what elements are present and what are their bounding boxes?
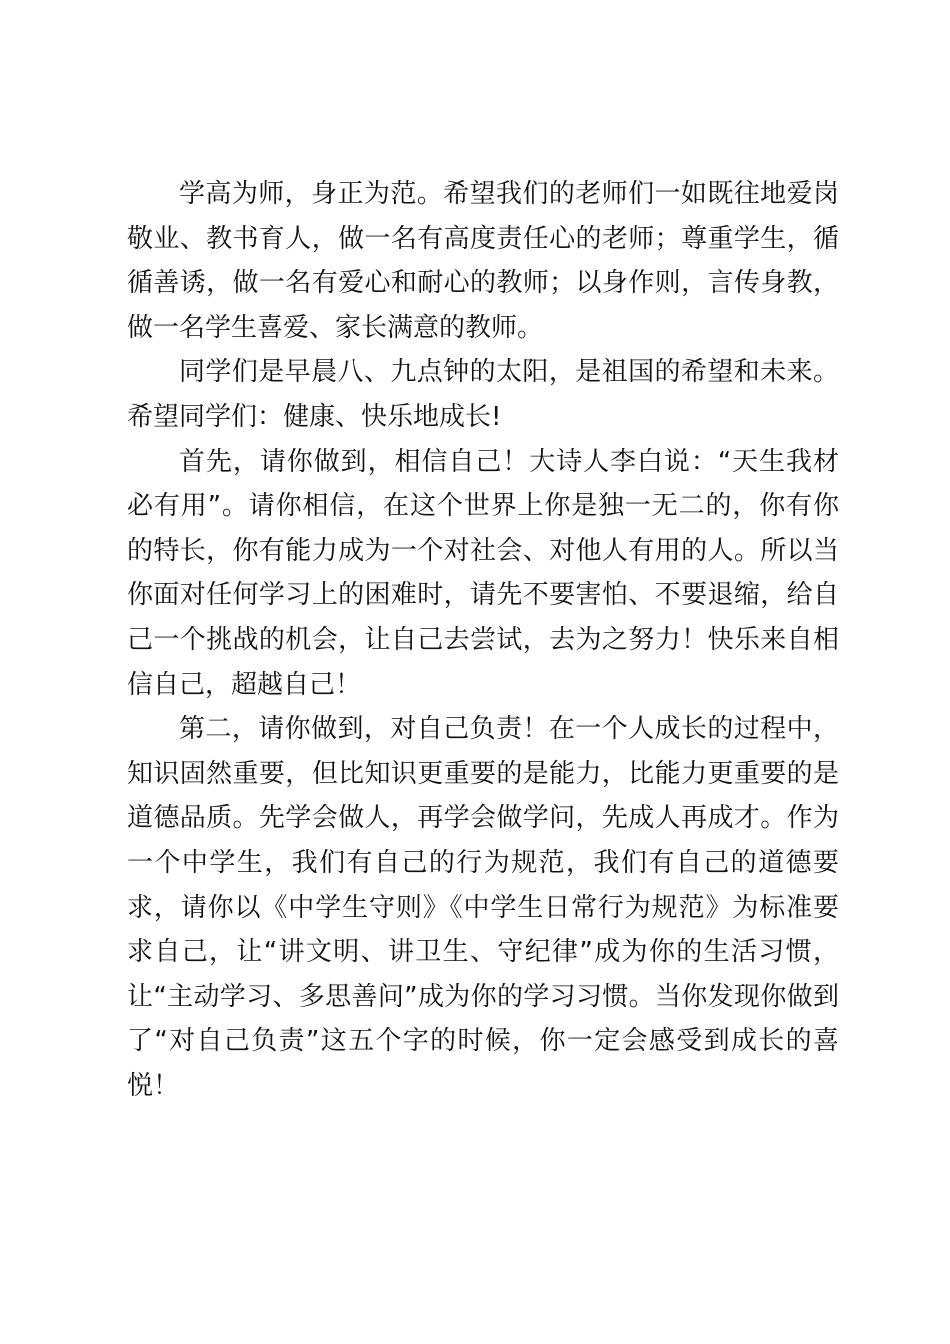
paragraph-be-responsible: 第二，请你做到，对自己负责！在一个人成长的过程中，知识固然重要，但比知识更重要的是能力，比能力更重要的是道德品质。先学会做人，再学会做学问，先成人再成才。作为一个中学生，我们有自己的行为规范，我们有自己的道德要求，请你以《中学生守则》《中学生日常行为规范》为标准要求自己，让“讲文明、讲卫生、守纪律”成为你的生活习惯，让“主动学习、多思善问”成为你的学习习惯。当你发现你做到了“对自己负责”这五个字的时候，你一定会感受到成长的喜悦！ [127,714,839,1101]
paragraph-teachers: 学高为师，身正为范。希望我们的老师们一如既往地爱岗敬业、教书育人，做一名有高度责任心的老师；尊重学生，循循善诱，做一名有爱心和耐心的教师；以身作则，言传身教，做一名学生喜爱、家长满意的教师。 [127,179,839,343]
paragraph-believe-yourself: 首先，请你做到，相信自己！大诗人李白说：“天生我材必有用”。请你相信，在这个世界上你是独一无二的，你有你的特长，你有能力成为一个对社会、对他人有用的人。所以当你面对任何学习上的困难时，请先不要害怕、不要退缩，给自己一个挑战的机会，让自己去尝试，去为之努力！快乐来自相信自己，超越自己！ [127,446,839,700]
paragraph-students-hope: 同学们是早晨八、九点钟的太阳，是祖国的希望和未来。希望同学们：健康、快乐地成长! [127,357,839,432]
document-body [127,172,839,1108]
